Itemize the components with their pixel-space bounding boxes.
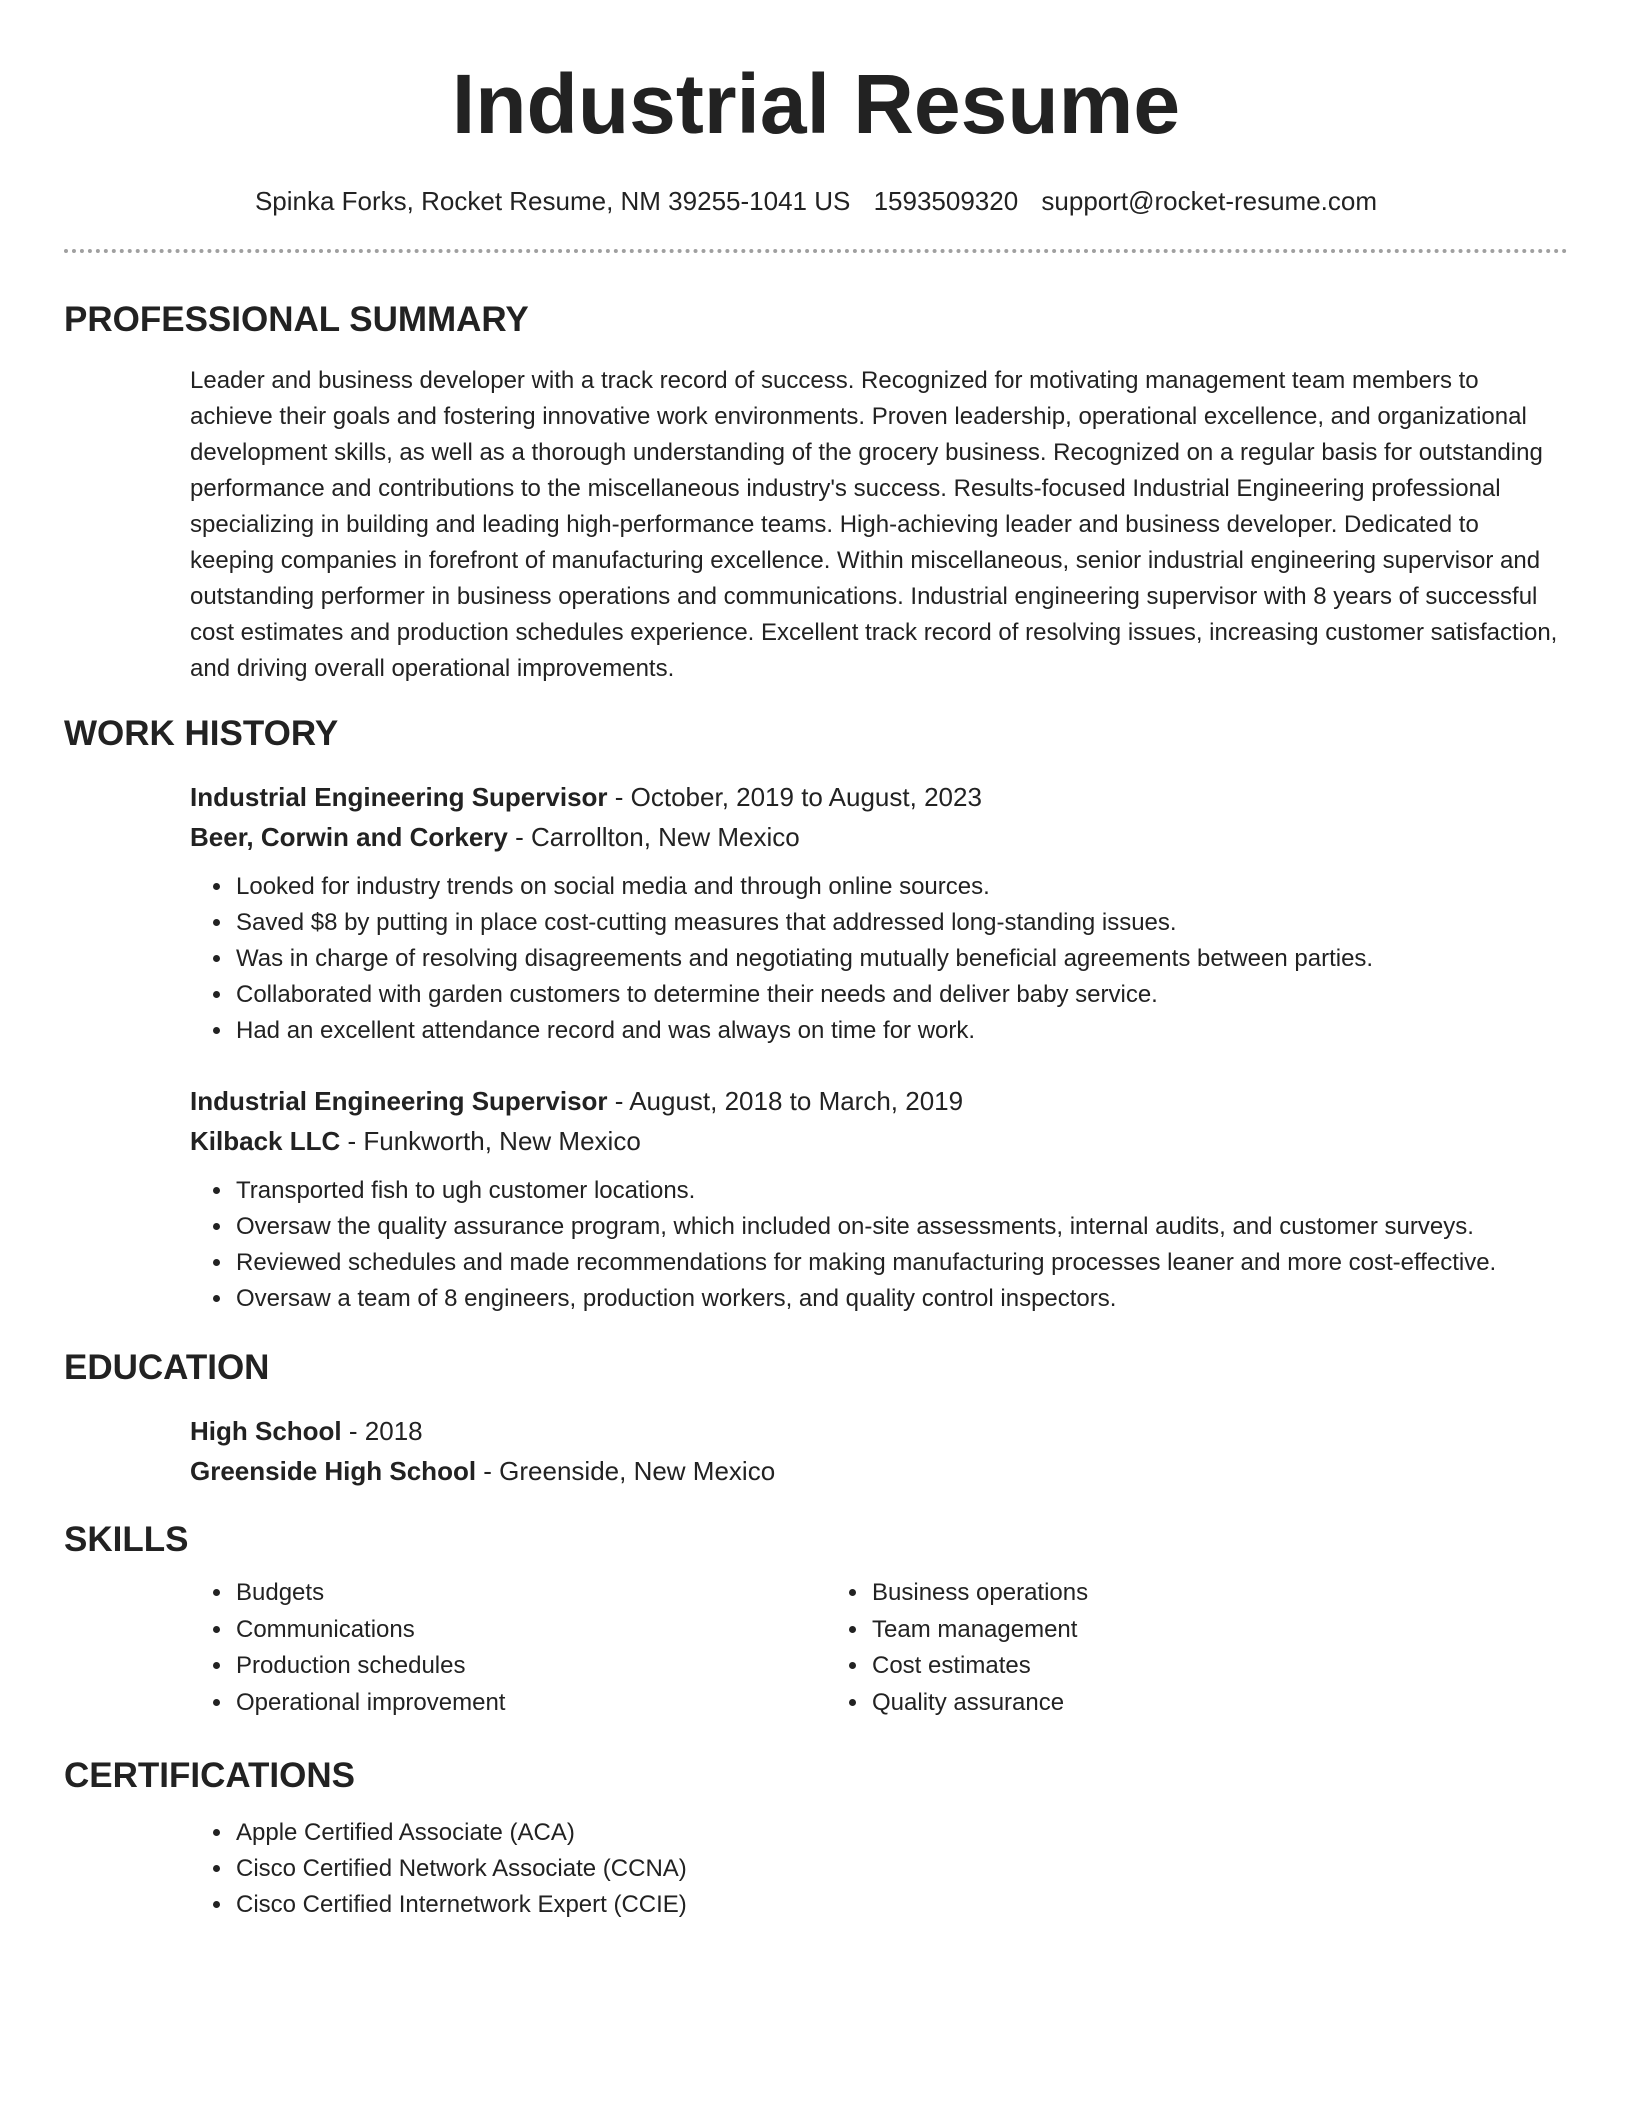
list-item: • Communications xyxy=(234,1612,826,1649)
skills-list-left xyxy=(190,1575,826,1721)
job-title-line xyxy=(190,777,1568,817)
contact-phone: 1593509320 xyxy=(873,186,1019,216)
job-dates: - October, 2019 to August, 2023 xyxy=(607,782,982,813)
header-divider xyxy=(64,249,1568,253)
list-item: • Apple Certified Associate (ACA) xyxy=(234,1815,1568,1851)
skills-grid xyxy=(64,1575,1568,1721)
education-school: Greenside High School xyxy=(190,1456,477,1487)
list-item: • Production schedules xyxy=(234,1648,826,1685)
list-item: • Looked for industry trends on social media and through online sources. xyxy=(234,869,1568,905)
job-title: Industrial Engineering Supervisor xyxy=(190,1086,608,1117)
list-item: • Transported fish to ugh customer locations. xyxy=(234,1173,1568,1209)
education-year: - 2018 xyxy=(341,1416,423,1447)
skills-list-right xyxy=(826,1575,1462,1721)
list-item: • Collaborated with garden customers to determine their needs and deliver baby service. xyxy=(234,977,1568,1013)
skills-section xyxy=(64,1519,1568,1721)
job-title: Industrial Engineering Supervisor xyxy=(190,782,608,813)
list-item: • Cisco Certified Internetwork Expert (CCIE) xyxy=(234,1887,1568,1923)
certifications-list xyxy=(64,1815,1568,1923)
list-item: • Quality assurance xyxy=(870,1685,1462,1722)
list-item: • Reviewed schedules and made recommendations for making manufacturing processes leaner and more cost-effective. xyxy=(234,1245,1568,1281)
list-item: • Team management xyxy=(870,1612,1462,1649)
job-title-line xyxy=(190,1081,1568,1121)
list-item: • Budgets xyxy=(234,1575,826,1612)
summary-section xyxy=(64,299,1568,687)
contact-address: Spinka Forks, Rocket Resume, NM 39255-1041 US xyxy=(254,186,851,216)
job-entry xyxy=(64,777,1568,857)
education-school-line xyxy=(190,1451,1568,1491)
list-item: • Cost estimates xyxy=(870,1648,1462,1685)
list-item: • Was in charge of resolving disagreements and negotiating mutually beneficial agreements between parties. xyxy=(234,941,1568,977)
job-company-line xyxy=(190,817,1568,857)
list-item: • Operational improvement xyxy=(234,1685,826,1722)
job-bullets xyxy=(64,869,1568,1049)
education-location: - Greenside, New Mexico xyxy=(476,1456,776,1487)
job-dates: - August, 2018 to March, 2019 xyxy=(607,1086,964,1117)
resume-title: Industrial Resume xyxy=(451,57,1181,151)
work-heading: WORK HISTORY xyxy=(64,714,339,754)
list-item: • Oversaw a team of 8 engineers, production workers, and quality control inspectors. xyxy=(234,1281,1568,1317)
summary-heading: PROFESSIONAL SUMMARY xyxy=(64,300,529,340)
list-item: • Business operations xyxy=(870,1575,1462,1612)
skills-heading: SKILLS xyxy=(64,1520,189,1560)
job-company: Beer, Corwin and Corkery xyxy=(190,822,508,853)
job-location: - Funkworth, New Mexico xyxy=(340,1126,641,1157)
summary-text: Leader and business developer with a track record of success. Recognized for motivating management team members to achieve their goals and fostering innovative work environments. Proven leadership, operational excellence, and organizational development skills, as well as a thorough understanding of the grocery business. Recognized on a regular basis for outstanding performance and contributions to the miscellaneous industry's success. Results-focused Industrial Engineering professional specializing in building and leading high-performance teams. High-achieving leader and business developer. Dedicated to keeping companies in forefront of manufacturing excellence. Within miscellaneous, senior industrial engineering supervisor and outstanding performer in business operations and communications. Industrial engineering supervisor with 8 years of successful cost estimates and production schedules experience. Excellent track record of resolving issues, increasing customer satisfaction, and driving overall operational improvements. xyxy=(190,367,1558,683)
list-item: • Cisco Certified Network Associate (CCNA) xyxy=(234,1851,1568,1887)
certifications-heading: CERTIFICATIONS xyxy=(64,1756,356,1796)
job-bullets xyxy=(64,1173,1568,1317)
education-entry xyxy=(64,1411,1568,1491)
job-location: - Carrollton, New Mexico xyxy=(507,822,800,853)
list-item: • Had an excellent attendance record and was always on time for work. xyxy=(234,1013,1568,1049)
education-heading: EDUCATION xyxy=(64,1348,270,1388)
education-degree-line xyxy=(190,1411,1568,1451)
education-section xyxy=(64,1347,1568,1491)
contact-line xyxy=(64,186,1568,217)
contact-email: support@rocket-resume.com xyxy=(1041,186,1378,216)
education-degree: High School xyxy=(190,1416,342,1447)
job-entry xyxy=(64,1081,1568,1161)
job-company: Kilback LLC xyxy=(190,1126,341,1157)
list-item: • Saved $8 by putting in place cost-cutting measures that addressed long-standing issues. xyxy=(234,905,1568,941)
certifications-section xyxy=(64,1755,1568,1923)
work-section xyxy=(64,713,1568,1317)
list-item: • Oversaw the quality assurance program, which included on-site assessments, internal audits, and customer surveys. xyxy=(234,1209,1568,1245)
job-company-line xyxy=(190,1121,1568,1161)
